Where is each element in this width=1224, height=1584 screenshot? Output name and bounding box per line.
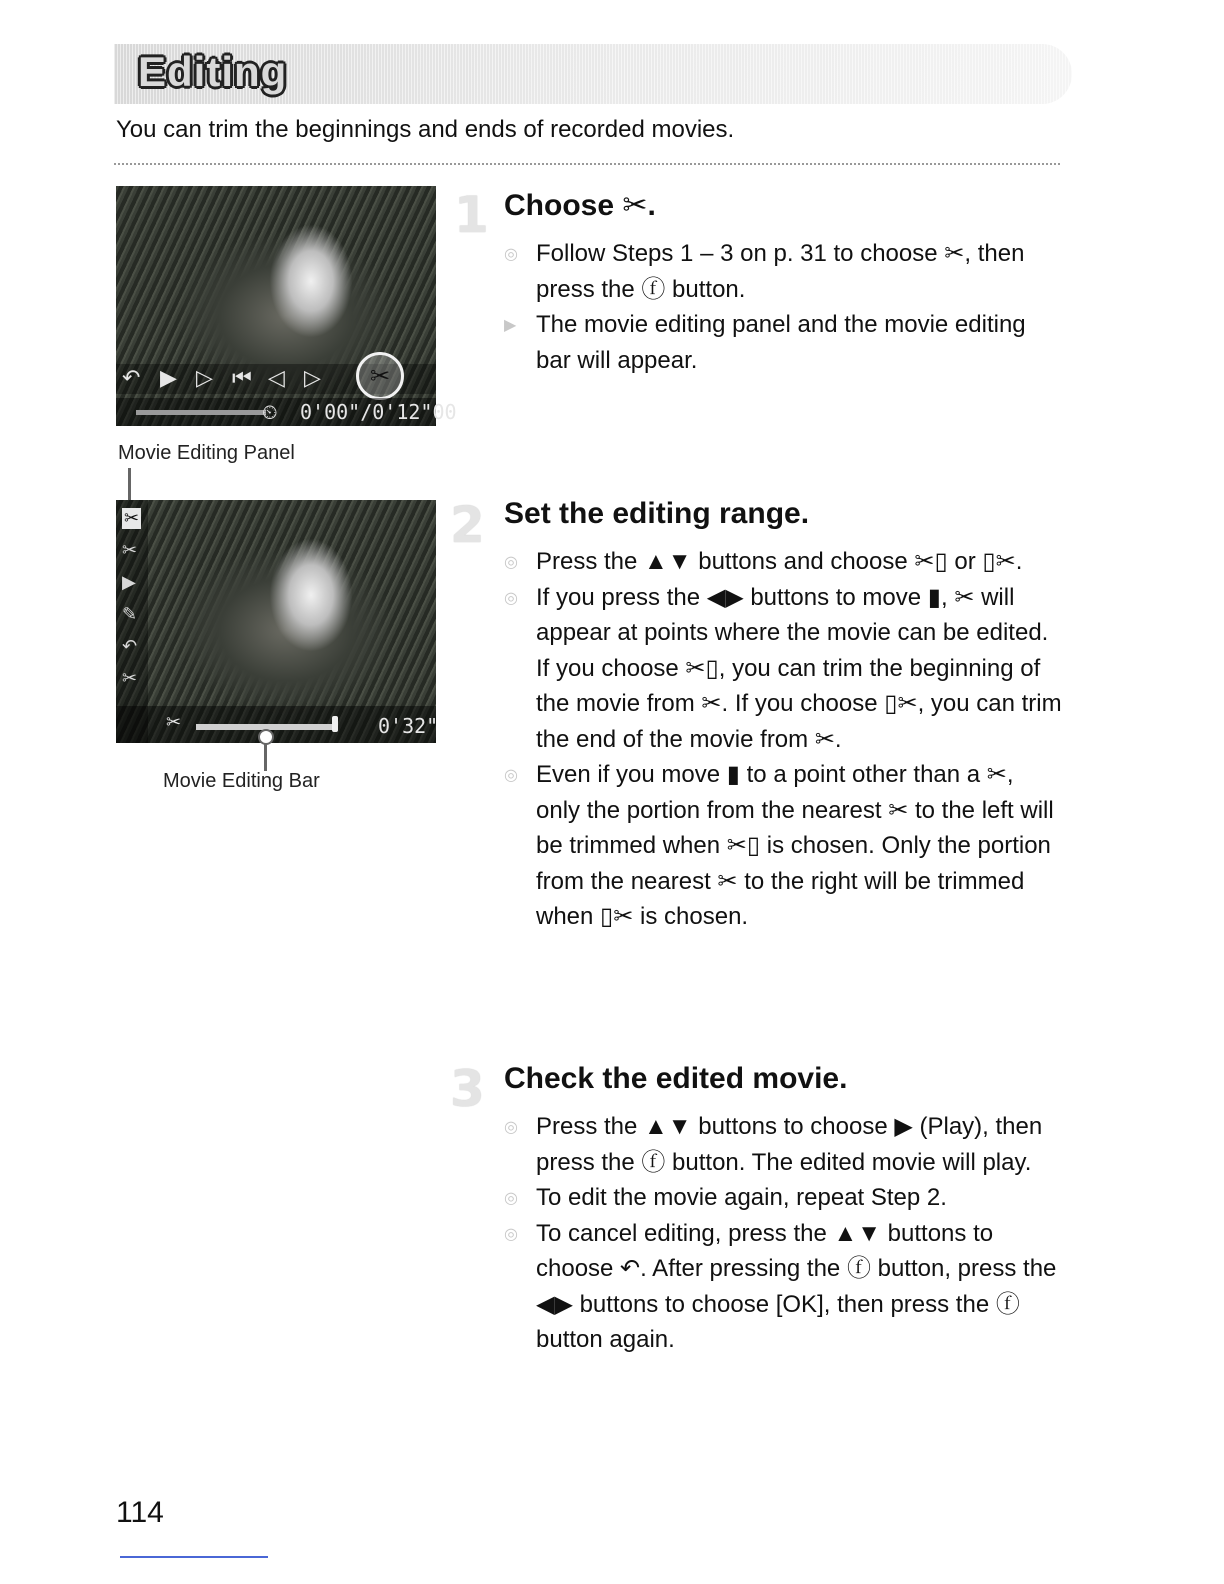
bullet-icon: ◎ (504, 552, 518, 571)
list-item (504, 307, 1064, 378)
editing-position-marker (332, 716, 338, 732)
step-number: 3 (450, 1060, 485, 1118)
bullet-icon: ◎ (504, 1223, 518, 1243)
page-number: 114 (116, 1496, 164, 1529)
timer-icon: ⏲ (262, 400, 278, 424)
title-banner (114, 44, 1072, 104)
list-item (504, 757, 1064, 935)
cut-end-icon: ✂ (122, 540, 138, 561)
step-title: Choose ✂. (504, 189, 656, 222)
bullet-icon: ◎ (504, 587, 518, 607)
slow-play-icon: ▷ (196, 366, 213, 391)
list-item (504, 1109, 1064, 1180)
bullet-text: Even if you move ▮ to a point other than a ✂, only the portion from the nearest ✂ to the left will be trimmed when ✂▯ is chosen. Only the portion from the nearest ✂ to the right will be trimmed when ▯✂ is chosen. (536, 761, 1054, 930)
caption-movie-editing-bar: Movie Editing Bar (163, 770, 320, 792)
cut-icon: ✂ (122, 668, 138, 689)
step-title: Check the edited movie. (504, 1062, 848, 1095)
playback-progress-row (116, 398, 457, 426)
footer-divider (120, 1556, 268, 1558)
bullet-text: To cancel editing, press the ▲▼ buttons to choose ↶. After pressing the ⓕ button, press the ◀▶ buttons to choose [OK], then press the ⓕ button again. (536, 1219, 1057, 1353)
list-item (504, 580, 1064, 758)
movie-editing-bar (116, 706, 439, 743)
play-icon: ▶ (122, 572, 136, 593)
movie-editing-panel-screenshot (116, 186, 457, 426)
playback-progress-track (136, 410, 266, 415)
playback-time: 0'00"/0'12"00 (300, 400, 457, 424)
bullet-text: The movie editing panel and the movie editing bar will appear. (536, 311, 1026, 374)
movie-editing-bar-screenshot (116, 500, 439, 743)
bullet-text: Press the ▲▼ buttons to choose ▶ (Play), then press the ⓕ button. The edited movie will play. (536, 1113, 1043, 1176)
page-title: Editing (138, 48, 288, 95)
list-item (504, 1180, 1064, 1216)
bar-pointer-dot (258, 729, 274, 745)
bullet-icon: ◎ (504, 1117, 518, 1136)
editing-time: 0'32" (378, 714, 439, 738)
list-item (504, 1216, 1064, 1358)
step-title: Set the editing range. (504, 497, 810, 530)
previous-frame-icon: ◁ (268, 366, 285, 391)
step-1-bullets (504, 236, 1064, 378)
list-item (504, 544, 1064, 580)
list-item (504, 236, 1064, 307)
caption-movie-editing-panel: Movie Editing Panel (118, 442, 295, 464)
bullet-text: If you press the ◀▶ buttons to move ▮, ✂ will appear at points where the movie can be edited. If you choose ✂▯, you can trim the beginning of the movie from ✂. If you choose ▯✂, you can trim the end of the movie from ✂. (536, 583, 1062, 753)
step-number: 2 (450, 496, 485, 554)
scissors-icon: ✂ (166, 712, 182, 733)
bullet-icon: ◎ (504, 244, 518, 263)
save-icon: ✎ (122, 604, 138, 625)
first-frame-icon: ⏮ (232, 366, 252, 391)
back-icon: ↶ (122, 636, 138, 657)
bullet-icon: ◎ (504, 765, 518, 784)
back-icon: ↶ (122, 366, 141, 391)
bullet-icon: ◎ (504, 1188, 518, 1207)
scissors-glyph: ✂ (369, 362, 391, 390)
bullet-text: To edit the movie again, repeat Step 2. (536, 1184, 947, 1211)
intro-divider (114, 163, 1060, 165)
step-2-bullets (504, 544, 1064, 935)
cut-beginning-icon: ✂ (124, 508, 140, 529)
scissors-icon (356, 352, 404, 400)
next-frame-icon: ▷ (304, 366, 321, 391)
step-3-bullets (504, 1109, 1064, 1358)
result-arrow-icon: ▶ (504, 315, 517, 334)
step-number: 1 (454, 186, 489, 244)
bullet-text: Follow Steps 1 – 3 on p. 31 to choose ✂, then press the ⓕ button. (536, 240, 1025, 303)
intro-text: You can trim the beginnings and ends of recorded movies. (116, 116, 735, 143)
bullet-text: Press the ▲▼ buttons and choose ✂▯ or ▯✂. (536, 548, 1023, 575)
play-icon: ▶ (160, 366, 177, 391)
